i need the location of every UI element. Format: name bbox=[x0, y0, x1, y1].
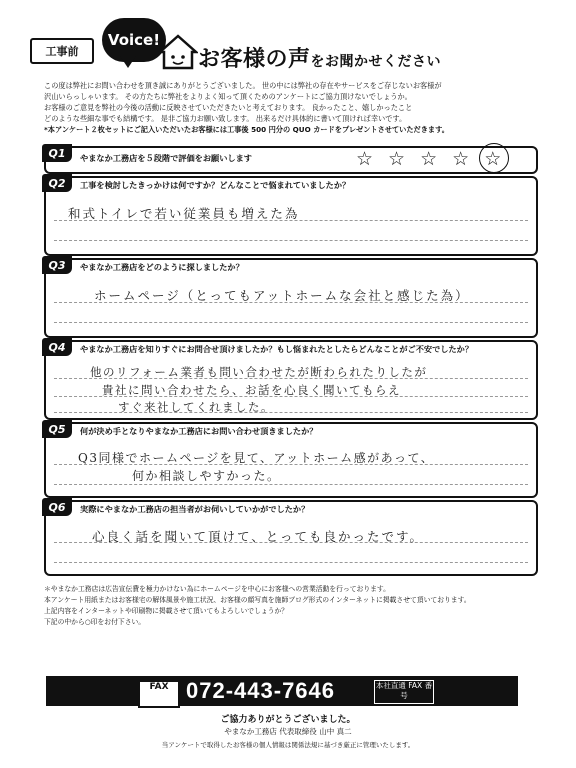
handwritten-answer: すぐ来社してくれました。 bbox=[118, 400, 274, 414]
intro-text bbox=[44, 80, 544, 135]
star-icon[interactable]: ☆ bbox=[452, 148, 470, 170]
note-line: 下記の中から○印をお付下さい。 bbox=[44, 618, 146, 626]
selection-circle bbox=[479, 143, 509, 173]
answer-line bbox=[54, 562, 528, 563]
question-q2 bbox=[44, 176, 538, 256]
question-text: 何が決め手となりやまなか工務店にお問い合わせ頂きましたか？ bbox=[80, 426, 318, 436]
question-number: Q3 bbox=[42, 256, 72, 274]
fax-machine-icon: FAX bbox=[138, 680, 180, 708]
handwritten-answer: 貴社に問い合わせたら、お話を心良く聞いてもらえ bbox=[102, 383, 401, 397]
answer-line bbox=[54, 322, 528, 323]
question-q3 bbox=[44, 258, 538, 338]
question-q1 bbox=[44, 146, 538, 174]
intro-line: お客様のご意見を弊社の今後の活動に反映させていただきたいと考えております。 良かったこと、嬉しかったこと bbox=[44, 103, 413, 112]
speech-bubble-tail bbox=[120, 56, 136, 68]
title-suffix: をお聞かせください bbox=[310, 54, 442, 70]
title-main: お客様の声 bbox=[198, 47, 311, 72]
handwritten-answer: 和式トイレで若い従業員も増えた為 bbox=[68, 206, 300, 221]
privacy-note: 当アンケートで取得したお客様の個人情報は関係法規に基づき厳正に管理いたします。 bbox=[161, 741, 415, 749]
question-q6 bbox=[44, 500, 538, 576]
question-text: やまなか工務店をどのように探しましたか？ bbox=[80, 262, 244, 272]
question-text: 実際にやまなか工務店の担当者がお伺いしていかがでしたか？ bbox=[80, 504, 310, 514]
note-line: 上記内容をインターネットや印刷物に掲載させて頂いてもよろしいでしょうか？ bbox=[44, 607, 289, 615]
fax-number: 072-443-7646 bbox=[186, 678, 336, 703]
handwritten-answer: 何か相談しやすかった。 bbox=[132, 469, 281, 483]
thanks-message: ご協力ありがとうございました。 bbox=[220, 715, 356, 725]
handwritten-answer: Q3同様でホームページを見て、アットホーム感があって、 bbox=[78, 451, 435, 465]
fax-label: 本社直通 FAX 番号 bbox=[374, 680, 434, 704]
voice-speech-bubble: Voice! bbox=[102, 18, 166, 62]
handwritten-answer: 心良く話を聞いて頂けて、とっても良かったです。 bbox=[92, 529, 425, 544]
rating-stars[interactable] bbox=[356, 148, 501, 170]
answer-line bbox=[54, 240, 528, 241]
star-icon[interactable]: ☆ bbox=[356, 148, 374, 170]
construction-phase-tag: 工事前 bbox=[30, 38, 94, 64]
question-q4 bbox=[44, 340, 538, 420]
question-number: Q1 bbox=[42, 144, 72, 162]
house-mascot-icon bbox=[158, 34, 198, 70]
note-line: 本アンケート用紙またはお客様宅の解体風景や施工状況、お客様の顔写真を施師ブログ形式のインターネットに掲載させて頂いております。 bbox=[44, 596, 471, 604]
handwritten-answer: ホームページ（とってもアットホームな会社と感じた為） bbox=[94, 288, 470, 303]
company-signature: やまなか工務店 代表取締役 山中 真二 bbox=[224, 727, 352, 736]
question-number: Q4 bbox=[42, 338, 72, 356]
question-text: やまなか工務店を５段階で評価をお願いします bbox=[80, 153, 252, 163]
intro-line: この度は弊社にお問い合わせを頂き誠にありがとうございました。 世の中には弊社の存在やサービスをご存じないお客様が bbox=[44, 81, 442, 90]
intro-line: *本アンケート２枚セットにご記入いただいたお客様には工事後 500 円分の QUO カードをプレゼントさせていただきます。 bbox=[44, 125, 449, 134]
question-text: やまなか工務店を知りすぐにお問合せ頂けましたか？もし悩まれたとしたらどんなことがご不安でしたか？ bbox=[80, 344, 474, 354]
question-number: Q2 bbox=[42, 174, 72, 192]
question-number: Q6 bbox=[42, 498, 72, 516]
star-icon-selected[interactable]: ☆ bbox=[484, 148, 501, 170]
handwritten-answer: 他のリフォーム業者も問い合わせたが断わられたりしたが bbox=[90, 365, 428, 379]
page-title bbox=[198, 42, 441, 73]
usage-notes bbox=[44, 584, 554, 628]
question-q5 bbox=[44, 422, 538, 498]
question-number: Q5 bbox=[42, 420, 72, 438]
intro-line: 沢山いらっしゃいます。 その方たちに弊社をよりよく知って頂くためのアンケートにご協力頂けないでしょうか。 bbox=[44, 92, 412, 101]
question-text: 工事を検討したきっかけは何ですか？どんなことで悩まれていましたか？ bbox=[80, 180, 351, 190]
star-icon[interactable]: ☆ bbox=[388, 148, 406, 170]
answer-line bbox=[54, 484, 528, 485]
star-icon[interactable]: ☆ bbox=[420, 148, 438, 170]
note-line: ＊やまなか工務店は広告宣伝費を極力かけない為にホームページを中心にお客様への営業活動を行っております。 bbox=[44, 585, 390, 593]
intro-line: どのような些細な事でも結構です。 是非ご協力お願い致します。 出来るだけ具体的に書いて頂ければ幸いです。 bbox=[44, 114, 407, 123]
